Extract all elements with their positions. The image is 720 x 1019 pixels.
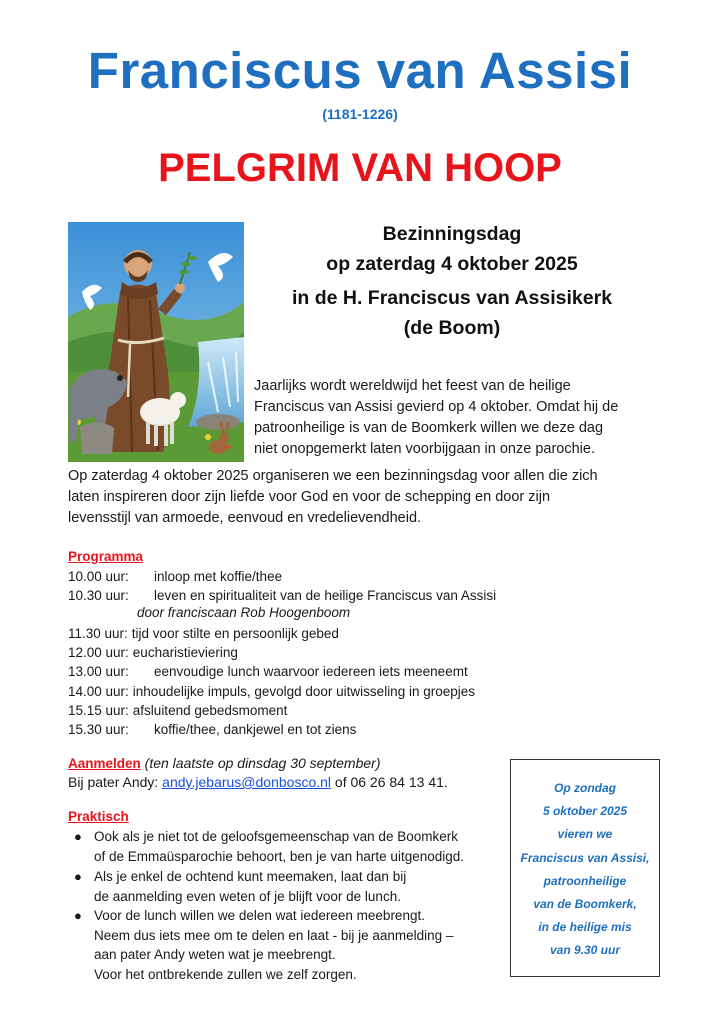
body-line: levensstijl van armoede, eenvoud en vredelievendheid.	[68, 510, 422, 526]
body-line: Op zaterdag 4 oktober 2025 organiseren we een bezinningsdag voor allen die zich	[68, 468, 598, 484]
program-text: koffie/thee, dankjewel en tot ziens	[154, 722, 357, 737]
program-time: 12.00 uur:	[68, 645, 129, 660]
aanmelden-deadline: (ten laatste op dinsdag 30 september)	[144, 755, 381, 771]
bullet-line: of de Emmaüsparochie behoort, ben je van harte uitgenodigd.	[94, 848, 464, 864]
page-title: Franciscus van Assisi	[87, 42, 633, 99]
praktisch-heading: Praktisch	[68, 809, 129, 824]
bullet-icon: ●	[74, 869, 82, 884]
program-time: 15.15 uur:	[68, 703, 129, 718]
contact-line	[68, 774, 448, 790]
program-time: 14.00 uur:	[68, 684, 129, 699]
intro-line: patroonheilige is van de Boomkerk willen we deze dag	[254, 420, 604, 436]
intro-line: niet onopgemerkt laten voorbijgaan in onze parochie.	[254, 441, 595, 457]
years-label: (1181-1226)	[322, 106, 398, 122]
event-location: in de H. Franciscus van Assisikerk	[291, 287, 613, 309]
program-item	[68, 624, 339, 643]
bullet-icon: ●	[74, 829, 82, 844]
program-item	[68, 701, 287, 720]
program-item	[68, 662, 468, 681]
bullet-item	[74, 827, 464, 866]
box-line: Franciscus van Assisi,	[520, 850, 650, 865]
bullet-line: aan pater Andy weten wat je meebrengt.	[94, 947, 336, 962]
program-text: eucharistieviering	[132, 645, 238, 660]
program-text: leven en spiritualiteit van de heilige Franciscus van Assisi	[154, 588, 497, 603]
box-line: in de heilige mis	[538, 920, 632, 935]
program-text: inloop met koffie/thee	[154, 569, 283, 584]
bullet-line: Ook als je niet tot de geloofsgemeenschap van de Boomkerk	[94, 829, 458, 844]
box-line: 5 oktober 2025	[542, 804, 628, 819]
box-line: van 9.30 uur	[549, 943, 621, 958]
bullet-line: Voor de lunch willen we delen wat iedereen meebrengt.	[94, 908, 425, 923]
body-paragraph	[68, 466, 648, 529]
intro-line: Jaarlijks wordt wereldwijd het feest van de heilige	[254, 378, 571, 394]
program-time: 10.30 uur:	[68, 588, 129, 603]
program-time: 15.30 uur:	[68, 722, 129, 737]
program-item	[68, 720, 356, 739]
bullet-line: Neem dus iets mee om te delen en laat - bij je aanmelding –	[94, 927, 454, 943]
bullet-line: Voor het ontbrekende zullen we zelf zorgen.	[94, 966, 357, 982]
mass-info-text	[510, 777, 660, 963]
program-text: tijd voor stilte en persoonlijk gebed	[131, 626, 339, 641]
bullet-icon: ●	[74, 908, 82, 923]
event-title: Bezinningsdag	[382, 223, 522, 245]
program-text: inhoudelijke impuls, gevolgd door uitwisseling in groepjes	[132, 684, 475, 699]
bullet-line: de aanmelding even weten of je blijft voor de lunch.	[94, 888, 401, 904]
aanmelden-heading: Aanmelden	[68, 756, 141, 771]
event-location-note: (de Boom)	[403, 317, 501, 339]
programma-heading: Programma	[68, 549, 144, 564]
page-subtitle: PELGRIM VAN HOOP	[158, 146, 562, 190]
franciscus-painting	[68, 222, 244, 462]
event-date: op zaterdag 4 oktober 2025	[326, 253, 578, 275]
program-time: 10.00 uur:	[68, 569, 129, 584]
intro-paragraph	[254, 376, 654, 460]
box-line: vieren we	[557, 827, 613, 842]
bullet-item	[74, 867, 407, 906]
bullet-item	[74, 906, 454, 984]
program-item	[68, 586, 496, 605]
program-speaker: door franciscaan Rob Hoogenboom	[137, 605, 351, 620]
contact-phone: of 06 26 84 13 41.	[331, 774, 448, 790]
box-line: patroonheilige	[543, 873, 627, 888]
program-time: 13.00 uur:	[68, 664, 129, 679]
program-item	[68, 643, 238, 662]
intro-line: Franciscus van Assisi gevierd op 4 oktober. Omdat hij de	[254, 399, 619, 415]
aanmelden-line	[68, 755, 380, 771]
program-time: 11.30 uur:	[68, 626, 128, 641]
contact-prefix: Bij pater Andy:	[68, 774, 163, 790]
box-line: Op zondag	[554, 781, 616, 795]
email-link[interactable]: andy.jebarus@donbosco.nl	[162, 774, 332, 790]
bullet-line: Als je enkel de ochtend kunt meemaken, laat dan bij	[94, 869, 407, 884]
program-item	[68, 567, 282, 586]
box-line: van de Boomkerk,	[533, 897, 637, 912]
body-line: laten inspireren door zijn liefde voor God en voor de schepping en door zijn	[68, 489, 551, 505]
program-item	[68, 682, 475, 701]
program-text: eenvoudige lunch waarvoor iedereen iets meeneemt	[154, 664, 468, 679]
program-text: afsluitend gebedsmoment	[132, 703, 288, 718]
